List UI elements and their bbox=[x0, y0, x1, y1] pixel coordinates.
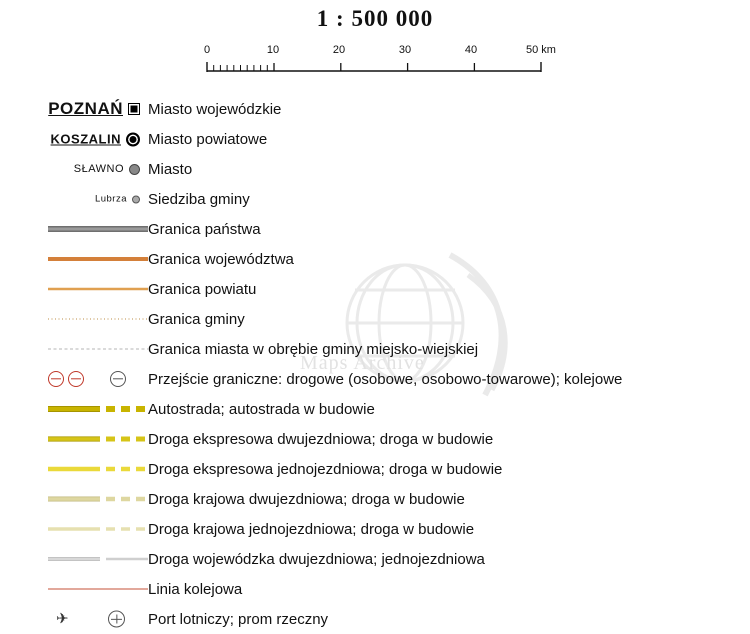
legend-row-border-crossing bbox=[0, 364, 750, 394]
legend-label-border-crossing: Przejście graniczne: drogowe (osobowe, osobowo-towarowe); kolejowe bbox=[148, 370, 623, 388]
symbol-voivodeship-city bbox=[0, 94, 148, 124]
legend-label-city: Miasto bbox=[148, 160, 193, 178]
border-crossing-road-passenger-icon bbox=[48, 371, 64, 387]
legend-row-motorway bbox=[0, 394, 750, 424]
square-marker-icon bbox=[128, 103, 140, 115]
scale-bar bbox=[203, 44, 556, 78]
legend-label-railway: Linia kolejowa bbox=[148, 580, 243, 598]
scale-tick-40: 40 bbox=[464, 44, 478, 56]
legend-row-railway bbox=[0, 574, 750, 604]
legend-label-expressway-single: Droga ekspresowa jednojezdniowa; droga w budowie bbox=[148, 460, 503, 478]
legend-label-voivodeship-road: Droga wojewódzka dwujezdniowa; jednojezdniowa bbox=[148, 550, 485, 568]
airplane-icon: ✈ bbox=[56, 610, 69, 628]
border-crossing-road-freight-icon bbox=[68, 371, 84, 387]
symbol-state-border bbox=[0, 214, 148, 244]
legend-label-commune-seat: Siedziba gminy bbox=[148, 190, 250, 208]
place-name-koszalin: KOSZALIN bbox=[50, 131, 121, 147]
legend-row-state-border bbox=[0, 214, 750, 244]
symbol-voivodeship-border bbox=[0, 244, 148, 274]
legend-row-county-city bbox=[0, 124, 750, 154]
legend-label-county-border: Granica powiatu bbox=[148, 280, 257, 298]
ferry-icon bbox=[108, 611, 125, 628]
symbol-national-road-single bbox=[0, 514, 148, 544]
legend-row-national-road-dual bbox=[0, 484, 750, 514]
place-name-lubrza: Lubrza bbox=[94, 193, 127, 205]
symbol-county-city bbox=[0, 124, 148, 154]
legend-row-voivodeship-city bbox=[0, 94, 750, 124]
symbol-commune-border bbox=[0, 304, 148, 334]
scale-tick-50: 50 km bbox=[526, 44, 556, 56]
legend-row-voivodeship-road bbox=[0, 544, 750, 574]
legend-label-national-road-dual: Droga krajowa dwujezdniowa; droga w budowie bbox=[148, 490, 465, 508]
legend-row-voivodeship-border bbox=[0, 244, 750, 274]
symbol-motorway bbox=[0, 394, 148, 424]
scale-ruler bbox=[205, 60, 543, 74]
legend-row-commune-seat bbox=[0, 184, 750, 214]
legend-label-transport: Port lotniczy; prom rzeczny bbox=[148, 610, 329, 628]
legend-label-state-border: Granica państwa bbox=[148, 220, 261, 238]
legend bbox=[0, 94, 750, 634]
symbol-county-border bbox=[0, 274, 148, 304]
symbol-expressway-single bbox=[0, 454, 148, 484]
symbol-national-road-dual bbox=[0, 484, 148, 514]
legend-label-national-road-single: Droga krajowa jednojezdniowa; droga w budowie bbox=[148, 520, 475, 538]
symbol-transport bbox=[0, 604, 148, 634]
place-name-slawno: SŁAWNO bbox=[73, 163, 124, 175]
legend-row-city bbox=[0, 154, 750, 184]
symbol-expressway-dual bbox=[0, 424, 148, 454]
legend-label-voivodeship-border: Granica województwa bbox=[148, 250, 294, 268]
symbol-city-in-commune-border bbox=[0, 334, 148, 364]
legend-row-expressway-single bbox=[0, 454, 750, 484]
circle-marker-medium-icon bbox=[129, 164, 140, 175]
scale-block bbox=[0, 0, 750, 78]
place-name-poznan: POZNAŃ bbox=[48, 99, 123, 118]
scale-tick-30: 30 bbox=[398, 44, 412, 56]
legend-label-motorway: Autostrada; autostrada w budowie bbox=[148, 400, 375, 418]
legend-label-county-city: Miasto powiatowe bbox=[148, 130, 268, 148]
legend-row-expressway-dual bbox=[0, 424, 750, 454]
symbol-railway bbox=[0, 574, 148, 604]
legend-label-commune-border: Granica gminy bbox=[148, 310, 245, 328]
circle-marker-large-icon bbox=[126, 132, 140, 146]
border-crossing-rail-icon bbox=[110, 371, 126, 387]
legend-label-expressway-dual: Droga ekspresowa dwujezdniowa; droga w budowie bbox=[148, 430, 494, 448]
legend-row-county-border bbox=[0, 274, 750, 304]
legend-row-commune-border bbox=[0, 304, 750, 334]
symbol-commune-seat bbox=[0, 184, 148, 214]
symbol-city bbox=[0, 154, 148, 184]
legend-row-national-road-single bbox=[0, 514, 750, 544]
scale-tick-20: 20 bbox=[332, 44, 346, 56]
watermark-text: Maps Archive bbox=[300, 352, 425, 374]
legend-row-transport bbox=[0, 604, 750, 634]
symbol-border-crossing bbox=[0, 364, 148, 394]
legend-label-voivodeship-city: Miasto wojewódzkie bbox=[148, 100, 282, 118]
legend-row-city-in-commune-border bbox=[0, 334, 750, 364]
scale-tick-10: 10 bbox=[266, 44, 280, 56]
circle-marker-small-icon bbox=[132, 195, 140, 203]
scale-title: 1 : 500 000 bbox=[316, 6, 434, 31]
symbol-voivodeship-road bbox=[0, 544, 148, 574]
legend-label-city-in-commune-border: Granica miasta w obrębie gminy miejsko-wiejskiej bbox=[148, 340, 479, 358]
scale-tick-0: 0 bbox=[203, 44, 211, 56]
